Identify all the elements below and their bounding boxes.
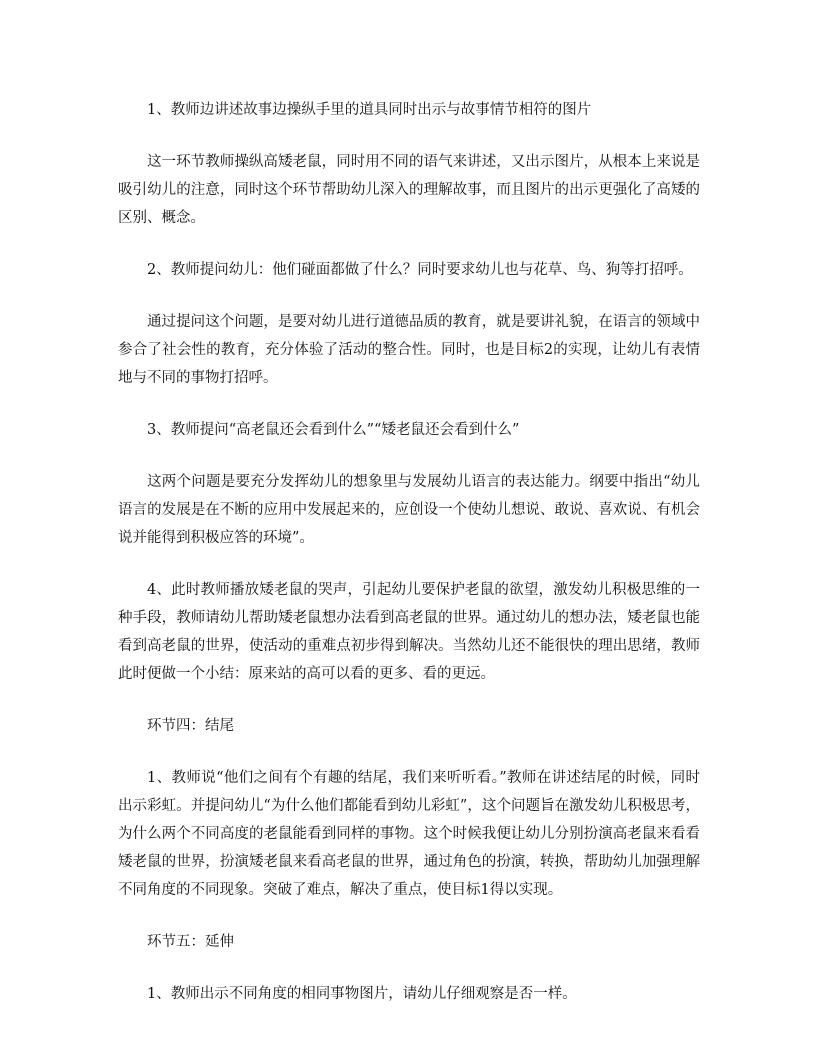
- section-heading-5: 环节五：延伸: [147, 934, 234, 950]
- paragraph-6: 这两个问题是要充分发挥幼儿的想象里与发展幼儿语言的表达能力。纲要中指出“幼儿语言的发展是在不断的应用中发展起来的，应创设一个使幼儿想说、敢说、喜欢说、有机会说并能得到积极应答的环境”。: [118, 474, 700, 546]
- paragraph-3: 2、教师提问幼儿：他们碰面都做了什么？同时要求幼儿也与花草、鸟、狗等打招呼。: [147, 262, 693, 278]
- paragraph-9: 1、教师出示不同角度的相同事物图片，请幼儿仔细观察是否一样。: [147, 986, 577, 1002]
- document-body: [118, 96, 700, 1032]
- section-heading-4: 环节四：结尾: [147, 718, 234, 734]
- paragraph-4: 通过提问这个问题，是要对幼儿进行道德品质的教育，就是要讲礼貌，在语言的领域中参合了社会性的教育，充分体验了活动的整合性。同时，也是目标2的实现，让幼儿有表情地与不同的事物打招呼。: [118, 314, 700, 386]
- paragraph-1: 1、教师边讲述故事边操纵手里的道具同时出示与故事情节相符的图片: [147, 102, 592, 118]
- paragraph-7: 4、此时教师播放矮老鼠的哭声，引起幼儿要保护老鼠的欲望，激发幼儿积极思维的一种手段，教师请幼儿帮助矮老鼠想办法看到高老鼠的世界。通过幼儿的想办法，矮老鼠也能看到高老鼠的世界，使活动的重难点初步得到解决。当然幼儿还不能很快的理出思绪，教师此时便做一个小结：原来站的高可以看的更多、看的更远。: [118, 582, 700, 682]
- paragraph-5: 3、教师提问“高老鼠还会看到什么”“矮老鼠还会看到什么”: [147, 422, 520, 438]
- paragraph-2: 这一环节教师操纵高矮老鼠，同时用不同的语气来讲述，又出示图片，从根本上来说是吸引幼儿的注意，同时这个环节帮助幼儿深入的理解故事，而且图片的出示更强化了高矮的区别、概念。: [118, 154, 700, 226]
- paragraph-8: 1、教师说“他们之间有个有趣的结尾，我们来听听看。”教师在讲述结尾的时候，同时出示彩虹。并提问幼儿“为什么他们都能看到幼儿彩虹”，这个问题旨在激发幼儿积极思考，为什么两个不同高度的老鼠能看到同样的事物。这个时候我便让幼儿分别扮演高老鼠来看看矮老鼠的世界，扮演矮老鼠来看高老鼠的世界，通过角色的扮演，转换，帮助幼儿加强理解不同角度的不同现象。突破了难点，解决了重点，使目标1得以实现。: [118, 770, 700, 898]
